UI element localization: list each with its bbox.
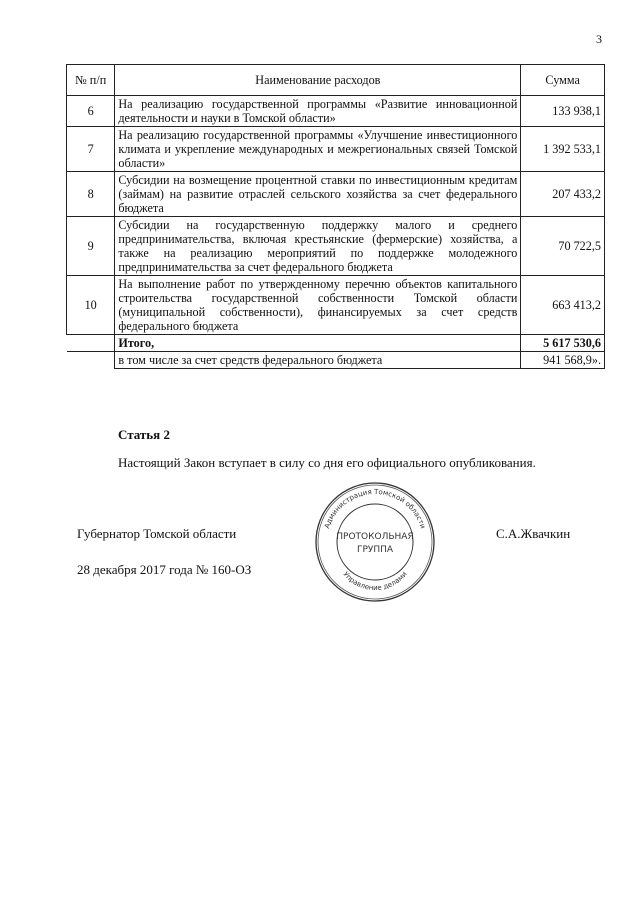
header-num: № п/п bbox=[67, 65, 115, 96]
table-row bbox=[67, 96, 605, 127]
row-sum: 70 722,5 bbox=[521, 217, 605, 276]
stamp-outer-ring bbox=[316, 483, 434, 601]
stamp-center-line1: ПРОТОКОЛЬНАЯ bbox=[336, 532, 414, 542]
stamp-center-line2: ГРУППА bbox=[356, 545, 394, 555]
row-name: На реализацию государственной программы «Развитие инновационной деятельности и науки в Томской области» bbox=[115, 96, 521, 127]
table-row bbox=[67, 127, 605, 172]
row-name: На реализацию государственной программы «Улучшение инвестиционного климата и укрепление международных и межрегиональных связей Томской области» bbox=[115, 127, 521, 172]
article-text: Настоящий Закон вступает в силу со дня его официального опубликования. bbox=[118, 455, 536, 470]
table-row bbox=[67, 217, 605, 276]
stamp-inner-ring bbox=[337, 504, 413, 580]
row-num: 10 bbox=[67, 276, 115, 335]
table-row bbox=[67, 276, 605, 335]
stamp-outer-ring-inner bbox=[318, 485, 432, 599]
governor-title: Губернатор Томской области bbox=[77, 526, 237, 541]
row-num: 6 bbox=[67, 96, 115, 127]
federal-sum: 941 568,9». bbox=[521, 352, 605, 369]
row-name: На выполнение работ по утвержденному перечню объектов капитального строительства государственной собственности Томской области (муниципальной собственности), финансируемых за счет средств федерального бюджета bbox=[115, 276, 521, 335]
row-sum: 1 392 533,1 bbox=[521, 127, 605, 172]
row-num: 8 bbox=[67, 172, 115, 217]
table-row bbox=[67, 172, 605, 217]
total-row bbox=[67, 335, 605, 352]
header-name: Наименование расходов bbox=[115, 65, 521, 96]
article-title: Статья 2 bbox=[118, 427, 170, 442]
row-sum: 207 433,2 bbox=[521, 172, 605, 217]
row-name: Субсидии на государственную поддержку малого и среднего предпринимательства, включая крестьянские (фермерские) хозяйства, а также на реализацию мероприятий по поддержке молодежного предпринимательства за счет федерального бюджета bbox=[115, 217, 521, 276]
header-sum: Сумма bbox=[521, 65, 605, 96]
official-stamp bbox=[313, 480, 437, 604]
signer-name: С.А.Жвачкин bbox=[496, 526, 571, 541]
federal-label: в том числе за счет средств федерального бюджета bbox=[115, 352, 521, 369]
row-num: 7 bbox=[67, 127, 115, 172]
federal-empty-cell bbox=[67, 352, 115, 369]
page-number: 3 bbox=[596, 32, 602, 46]
row-name: Субсидии на возмещение процентной ставки по инвестиционным кредитам (займам) на развитие отраслей сельского хозяйства за счет федерального бюджета bbox=[115, 172, 521, 217]
stamp-bottom-text: Управление делами bbox=[341, 570, 409, 593]
row-sum: 133 938,1 bbox=[521, 96, 605, 127]
total-empty-cell bbox=[67, 335, 115, 352]
federal-row bbox=[67, 352, 605, 369]
table-header-row bbox=[67, 65, 605, 96]
stamp-ring-text: Администрация Томской области bbox=[323, 487, 427, 530]
total-sum: 5 617 530,6 bbox=[521, 335, 605, 352]
law-date: 28 декабря 2017 года № 160-ОЗ bbox=[77, 562, 252, 577]
total-label: Итого, bbox=[115, 335, 521, 352]
row-sum: 663 413,2 bbox=[521, 276, 605, 335]
row-num: 9 bbox=[67, 217, 115, 276]
expenses-table bbox=[66, 64, 605, 369]
